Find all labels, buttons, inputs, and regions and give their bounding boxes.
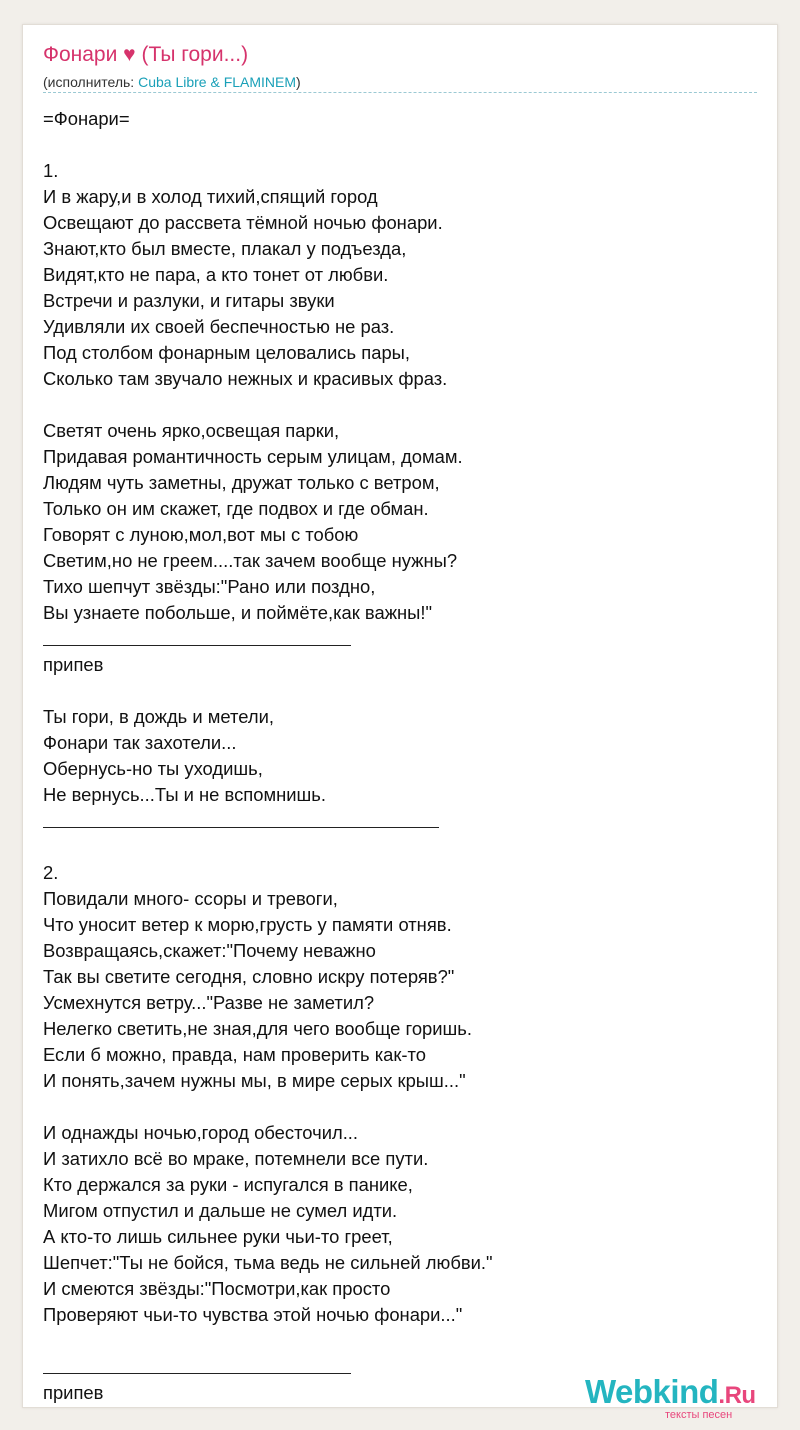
divider-rule	[43, 827, 439, 828]
blank-line	[43, 834, 763, 860]
lyric-line: Встречи и разлуки, и гитары звуки	[43, 290, 335, 311]
lyric-line: И однажды ночью,город обесточил...	[43, 1122, 359, 1143]
lyric-line: Обернусь-но ты уходишь,	[43, 758, 263, 779]
song-title: Фонари ♥ (Ты гори...)	[43, 43, 249, 66]
divider-rule	[43, 1373, 351, 1374]
lyric-line: Тихо шепчут звёзды:"Рано или поздно,	[43, 576, 376, 597]
lyric-line: Повидали много- ссоры и тревоги,	[43, 888, 338, 909]
site-logo-brand: Webkind	[585, 1373, 719, 1410]
lyric-line: Людям чуть заметны, дружат только с ветром,	[43, 472, 440, 493]
lyric-line: И понять,зачем нужны мы, в мире серых крыш..."	[43, 1070, 466, 1091]
lyric-line: Нелегко светить,не зная,для чего вообще горишь.	[43, 1018, 472, 1039]
lyric-line: Под столбом фонарным целовались пары,	[43, 342, 410, 363]
lyrics-card	[22, 24, 778, 1421]
artist-line	[43, 74, 301, 90]
blank-line	[43, 132, 763, 158]
lyric-line: припев	[43, 654, 104, 675]
lyric-line: Видят,кто не пара, а кто тонет от любви.	[43, 264, 389, 285]
blank-line	[43, 1094, 763, 1120]
lyric-line: Говорят с луною,мол,вот мы с тобою	[43, 524, 359, 545]
blank-line	[43, 678, 763, 704]
lyric-line: Мигом отпустил и дальше не сумел идти.	[43, 1200, 398, 1221]
lyric-line: Фонари так захотели...	[43, 732, 237, 753]
lyric-line: И затихло всё во мраке, потемнели все пути.	[43, 1148, 429, 1169]
lyric-line: Вы узнаете побольше, и поймёте,как важны!"	[43, 602, 433, 623]
lyric-line: Усмехнутся ветру..."Разве не заметил?	[43, 992, 375, 1013]
lyric-line: Знают,кто был вместе, плакал у подъезда,	[43, 238, 407, 259]
lyric-line: Кто держался за руки - испугался в панике,	[43, 1174, 413, 1195]
lyric-line: Если б можно, правда, нам проверить как-то	[43, 1044, 426, 1065]
lyric-line: И смеются звёзды:"Посмотри,как просто	[43, 1278, 391, 1299]
section-divider	[43, 808, 763, 834]
site-logo[interactable]	[585, 1373, 785, 1419]
lyric-line: Так вы светите сегодня, словно искру потеряв?"	[43, 966, 455, 987]
site-logo-wordmark	[585, 1373, 756, 1411]
lyric-line: Удивляли их своей беспечностью не раз.	[43, 316, 395, 337]
lyric-line: Не вернусь...Ты и не вспомнишь.	[43, 784, 326, 805]
lyric-line: Светят очень ярко,освещая парки,	[43, 420, 340, 441]
lyric-line: Освещают до рассвета тёмной ночью фонари.	[43, 212, 443, 233]
lyric-line: Возвращаясь,скажет:"Почему неважно	[43, 940, 376, 961]
lyric-line: Светим,но не греем....так зачем вообще нужны?	[43, 550, 458, 571]
lyric-line: 2.	[43, 862, 59, 883]
artist-link[interactable]: Cuba Libre & FLAMINEM	[138, 74, 297, 90]
artist-suffix: )	[296, 74, 301, 90]
lyric-line: Ты гори, в дождь и метели,	[43, 706, 274, 727]
lyric-line: припев	[43, 1382, 104, 1403]
section-divider	[43, 626, 763, 652]
lyric-line: Сколько там звучало нежных и красивых фраз.	[43, 368, 448, 389]
lyric-line: =Фонари=	[43, 108, 130, 129]
lyric-line: Проверяют чьи-то чувства этой ночью фонари..."	[43, 1304, 463, 1325]
artist-prefix: (исполнитель:	[43, 74, 139, 90]
lyric-line: 1.	[43, 160, 59, 181]
lyric-line: А кто-то лишь сильнее руки чьи-то греет,	[43, 1226, 393, 1247]
divider-rule	[43, 645, 351, 646]
lyric-line: Шепчет:"Ты не бойся, тьма ведь не сильней любви."	[43, 1252, 493, 1273]
site-logo-tagline: тексты песен	[665, 1409, 733, 1421]
blank-line	[43, 392, 763, 418]
lyric-line: Только он им скажет, где подвох и где обман.	[43, 498, 429, 519]
lyrics-body	[43, 106, 763, 1406]
blank-line	[43, 1328, 763, 1354]
lyric-line: И в жару,и в холод тихий,спящий город	[43, 186, 378, 207]
lyric-line: Придавая романтичность серым улицам, домам.	[43, 446, 463, 467]
site-logo-tld: .Ru	[718, 1382, 756, 1409]
header-divider	[43, 92, 757, 93]
lyric-line: Что уносит ветер к морю,грусть у памяти отняв.	[43, 914, 452, 935]
